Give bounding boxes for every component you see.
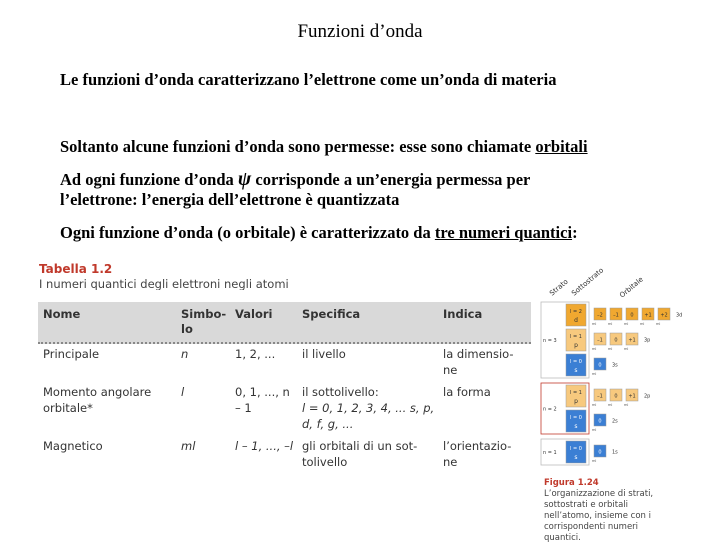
orbital-ml-symbol: ml bbox=[592, 372, 597, 376]
orbital-ml-label: 0 bbox=[598, 362, 602, 369]
subshell-tag: 1s bbox=[612, 449, 618, 456]
header-indica: Indica bbox=[443, 307, 483, 321]
slide-title: Funzioni d’onda bbox=[297, 21, 423, 42]
orbitali-link[interactable]: orbitali bbox=[535, 137, 588, 156]
bullet-3-post: corrisponde a un’energia permessa per bbox=[251, 170, 531, 189]
orbital-ml-symbol: ml bbox=[656, 322, 661, 326]
table-row-2-specifica-2: l = 0, 1, 2, 3, 4, ... s, p, bbox=[302, 401, 435, 415]
subshell-letter: d bbox=[574, 317, 578, 324]
table-row-3-nome: Magnetico bbox=[43, 439, 103, 453]
psi-symbol: ψ bbox=[237, 168, 252, 190]
orbital-ml-label: –2 bbox=[597, 312, 603, 319]
bullet-quantum-numbers bbox=[60, 223, 578, 243]
orbital-ml-label: –1 bbox=[597, 337, 603, 344]
table-row-3-specifica bbox=[302, 438, 417, 470]
header-specifica: Specifica bbox=[302, 307, 361, 321]
subshell-tag: 2s bbox=[612, 418, 618, 425]
figure-caption bbox=[544, 478, 669, 544]
subshell-tag: 3s bbox=[612, 362, 618, 369]
table-row-2-simbolo: l bbox=[181, 385, 185, 399]
header-simbolo-1: Simbo- bbox=[181, 307, 227, 321]
bullet-3-line-1 bbox=[60, 169, 530, 190]
subshell-tag: 3d bbox=[676, 312, 683, 319]
orbital-diagram-body bbox=[541, 302, 682, 465]
orbital-ml-label: +1 bbox=[644, 312, 652, 319]
figure-caption-text: L’organizzazione di strati, sottostrati e orbitali nell’atomo, insieme con i corrispondenti numeri quantici. bbox=[544, 489, 654, 543]
orbital-ml-symbol: ml bbox=[624, 347, 629, 351]
orbital-ml-label: +2 bbox=[660, 312, 668, 319]
bullet-4-text: Ogni funzione d’onda (o orbitale) è caratterizzato da bbox=[60, 223, 435, 242]
header-simbolo-2: lo bbox=[181, 322, 193, 336]
orbital-ml-label: +1 bbox=[628, 393, 636, 400]
quantum-numbers-link[interactable]: tre numeri quantici bbox=[434, 223, 573, 242]
subshell-l-label: l = 0 bbox=[570, 415, 582, 421]
header-valori: Valori bbox=[235, 307, 273, 321]
orbital-ml-symbol: ml bbox=[592, 459, 597, 463]
orbitale-label: Orbitale bbox=[618, 275, 645, 300]
table-row-2-valori-2: – 1 bbox=[235, 401, 252, 415]
subshell-letter: s bbox=[574, 454, 578, 461]
orbital-ml-label: 0 bbox=[614, 393, 618, 400]
table-row-3-indica bbox=[443, 438, 511, 470]
table-caption: I numeri quantici degli elettroni negli atomi bbox=[39, 277, 289, 290]
table-row-1-indica bbox=[443, 346, 514, 378]
table-row-2-specifica-1: il sottolivello: bbox=[302, 385, 379, 399]
orbital-ml-symbol: ml bbox=[608, 403, 613, 407]
orbital-ml-label: 0 bbox=[614, 337, 618, 344]
table-row-2-nome-1: Momento angolare bbox=[43, 385, 152, 399]
orbital-ml-symbol: ml bbox=[592, 428, 597, 432]
orbital-ml-symbol: ml bbox=[592, 347, 597, 351]
header-nome: Nome bbox=[43, 307, 81, 321]
table-row-1-simbolo: n bbox=[181, 347, 189, 361]
table-row-2-specifica-3: d, f, g, ... bbox=[302, 417, 354, 431]
orbital-ml-symbol: ml bbox=[624, 403, 629, 407]
table-row-3-specifica-1: gli orbitali di un sot- bbox=[302, 439, 418, 453]
orbital-ml-symbol: ml bbox=[624, 322, 629, 326]
shell-label: n = 1 bbox=[543, 450, 557, 456]
subshell-tag: 3p bbox=[644, 337, 651, 344]
table-row-1-indica-2: ne bbox=[443, 363, 458, 377]
orbital-ml-symbol: ml bbox=[592, 403, 597, 407]
subshell-letter: s bbox=[574, 423, 578, 430]
subshell-l-label: l = 0 bbox=[570, 359, 582, 365]
table-label: Tabella 1.2 bbox=[39, 262, 113, 276]
subshell-l-label: l = 1 bbox=[570, 334, 582, 340]
bullet-energy bbox=[60, 169, 530, 210]
table-row-1-specifica: il livello bbox=[302, 347, 346, 361]
figure-caption-label: Figura 1.24 bbox=[544, 478, 599, 488]
table-row-2-valori bbox=[235, 384, 290, 416]
orbital-ml-label: 0 bbox=[598, 449, 602, 456]
orbital-ml-symbol: ml bbox=[608, 322, 613, 326]
orbital-ml-label: +1 bbox=[628, 337, 636, 344]
subshell-l-label: l = 0 bbox=[570, 446, 582, 452]
table-row-3-indica-1: l’orientazio- bbox=[443, 439, 512, 453]
table-row-3-simbolo: ml bbox=[181, 439, 196, 453]
orbital-ml-symbol: ml bbox=[640, 322, 645, 326]
table-row-1-valori: 1, 2, ... bbox=[235, 347, 276, 361]
table-row-1-indica-1: la dimensio- bbox=[443, 347, 514, 361]
shell-label: n = 3 bbox=[543, 338, 557, 344]
table-row-2-indica: la forma bbox=[443, 385, 491, 399]
orbital-ml-label: –1 bbox=[597, 393, 603, 400]
bullet-wave-functions bbox=[60, 70, 556, 90]
orbital-ml-symbol: ml bbox=[592, 322, 597, 326]
orbital-ml-symbol: ml bbox=[608, 347, 613, 351]
bullet-1-text: Le funzioni d’onda caratterizzano l’elettrone come un’onda di materia bbox=[60, 70, 557, 89]
table-row-3-indica-2: ne bbox=[443, 455, 458, 469]
subshell-l-label: l = 1 bbox=[570, 390, 582, 396]
shell-label: n = 2 bbox=[543, 406, 557, 413]
orbital-ml-label: –1 bbox=[613, 312, 619, 319]
table-header bbox=[38, 302, 531, 344]
orbital-diagram bbox=[538, 262, 688, 478]
table-row-3-valori: l – 1, ..., –l bbox=[235, 439, 294, 453]
table-row-2-specifica bbox=[302, 384, 434, 432]
bullet-3-line-2: l’elettrone: l’energia dell’elettrone è quantizzata bbox=[60, 190, 400, 209]
subshell-letter: p bbox=[574, 398, 578, 405]
subshell-tag: 2p bbox=[644, 393, 651, 400]
sottostrato-label: Sottostrato bbox=[570, 266, 606, 298]
table-row-2-nome-2: orbitale* bbox=[43, 401, 93, 415]
table-row-2-nome bbox=[43, 384, 151, 416]
orbital-ml-label: 0 bbox=[598, 418, 602, 425]
orbital-ml-label: 0 bbox=[630, 312, 634, 319]
header-simbolo bbox=[181, 307, 226, 337]
subshell-letter: s bbox=[574, 367, 578, 374]
bullet-2-text: Soltanto alcune funzioni d’onda sono permesse: esse sono chiamate bbox=[60, 137, 536, 156]
subshell-letter: p bbox=[574, 342, 578, 349]
bullet-orbitals bbox=[60, 137, 588, 157]
bullet-3-pre: Ad ogni funzione d’onda bbox=[60, 170, 238, 189]
table-row-2-valori-1: 0, 1, ..., n bbox=[235, 385, 290, 399]
table-row-1-nome: Principale bbox=[43, 347, 100, 361]
table-row-3-specifica-2: tolivello bbox=[302, 455, 348, 469]
subshell-l-label: l = 2 bbox=[570, 309, 582, 315]
strato-label: Strato bbox=[548, 277, 570, 298]
bullet-4-colon: : bbox=[572, 223, 578, 242]
